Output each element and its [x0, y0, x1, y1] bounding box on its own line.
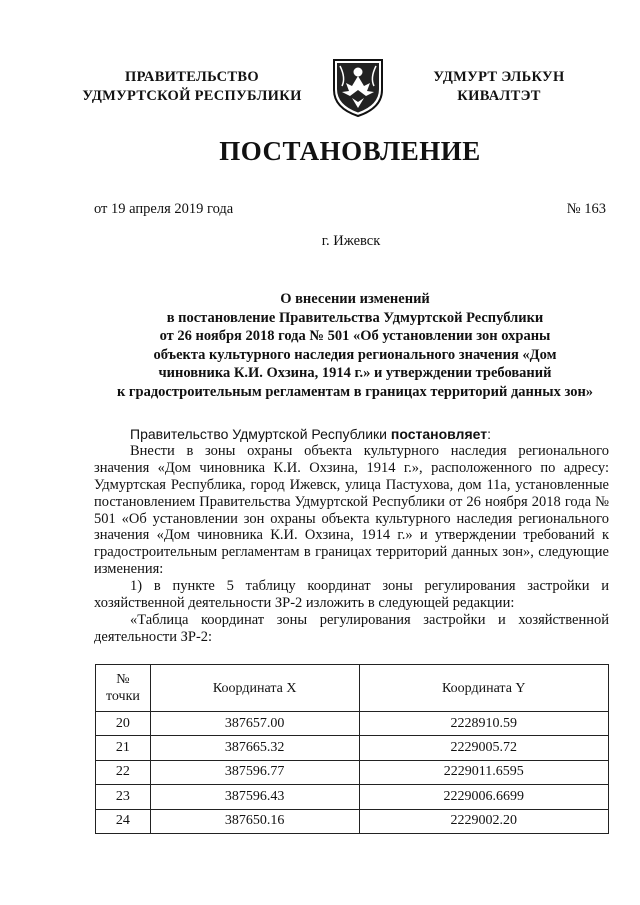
table-row: [96, 785, 609, 809]
paragraph-item-1: 1) в пункте 5 таблицу координат зоны регулирования застройки и хозяйственной деятельности ЗР-2 изложить в следующей редакции:: [94, 578, 609, 612]
header-coordinate-x: Координата X: [150, 665, 359, 712]
header-point-number-line1: №: [116, 672, 130, 687]
table-row: [96, 712, 609, 736]
org-name-russian: [78, 68, 306, 106]
cell-coordinate-x: 387665.32: [150, 736, 359, 760]
table-row: [96, 736, 609, 760]
document-city: г. Ижевск: [321, 233, 381, 249]
cell-coordinate-y: 2229006.6699: [359, 785, 608, 809]
paragraph-table-caption: «Таблица координат зоны регулирования застройки и хозяйственной деятельности ЗР-2:: [94, 611, 609, 645]
document-type-title: ПОСТАНОВЛЕНИЕ: [219, 136, 481, 166]
subject-line: О внесении изменений: [280, 291, 430, 307]
subject-line: чиновника К.И. Охзина, 1914 г.» и утверждении требований: [158, 365, 552, 381]
document-number: № 163: [566, 201, 606, 217]
table-header-row: [96, 665, 609, 712]
document-date: от 19 апреля 2019 года: [94, 201, 234, 217]
subject-line: к градостроительным регламентам в границах территорий данных зон»: [116, 383, 594, 400]
cell-coordinate-y: 2229002.20: [359, 809, 608, 833]
cell-coordinate-x: 387657.00: [150, 712, 359, 736]
coat-of-arms-emblem: [328, 56, 388, 118]
subject-line: в постановление Правительства Удмуртской Республики: [166, 309, 544, 326]
subject-line: объекта культурного наследия регионального значения «Дом: [153, 346, 557, 363]
cell-coordinate-x: 387650.16: [150, 809, 359, 833]
cell-coordinate-x: 387596.77: [150, 760, 359, 784]
org-name-udmurt: [424, 68, 574, 106]
org-name-russian-line2: УДМУРТСКОЙ РЕСПУБЛИКИ: [82, 88, 302, 104]
document-body: [94, 426, 609, 646]
cell-coordinate-x: 387596.43: [150, 785, 359, 809]
table-row: [96, 809, 609, 833]
coordinates-table: [95, 664, 609, 834]
resolution-intro: [94, 426, 609, 443]
table-row: [96, 760, 609, 784]
cell-point-number: 21: [96, 736, 151, 760]
intro-prefix: Правительство Удмуртской Республики: [130, 426, 391, 442]
cell-point-number: 24: [96, 809, 151, 833]
paragraph-main: Внести в зоны охраны объекта культурного наследия регионального значения «Дом чиновника К.И. Охзина, 1914 г.», расположенного по адресу: Удмуртская Республика, город Ижевск, улица Пастухова, дом 11а, установленные постановлением Правительства Удмуртской Республики от 26 ноября 2018 года № 501 «Об установлении зон охраны объекта культурного наследия регионального значения «Дом чиновника К.И. Охзина, 1914 г.» и утверждении требований к градостроительным регламентам в границах территорий данных зон», следующие изменения:: [94, 442, 609, 578]
cell-point-number: 23: [96, 785, 151, 809]
header-coordinate-y: Координата Y: [359, 665, 608, 712]
cell-coordinate-y: 2229011.6595: [359, 760, 608, 784]
org-name-udmurt-line2: КИВАЛТЭТ: [457, 88, 541, 104]
header-point-number: [96, 665, 151, 712]
org-name-russian-line1: ПРАВИТЕЛЬСТВО: [125, 69, 259, 85]
intro-keyword: постановляет: [390, 426, 488, 442]
org-name-udmurt-line1: УДМУРТ ЭЛЬКУН: [433, 69, 565, 85]
subject-line: от 26 ноября 2018 года № 501 «Об установлении зон охраны: [159, 328, 551, 344]
cell-coordinate-y: 2229005.72: [359, 736, 608, 760]
intro-suffix: :: [487, 426, 491, 442]
cell-point-number: 22: [96, 760, 151, 784]
cell-coordinate-y: 2228910.59: [359, 712, 608, 736]
cell-point-number: 20: [96, 712, 151, 736]
document-subject: [100, 290, 610, 401]
header-point-number-line2: точки: [105, 689, 140, 704]
